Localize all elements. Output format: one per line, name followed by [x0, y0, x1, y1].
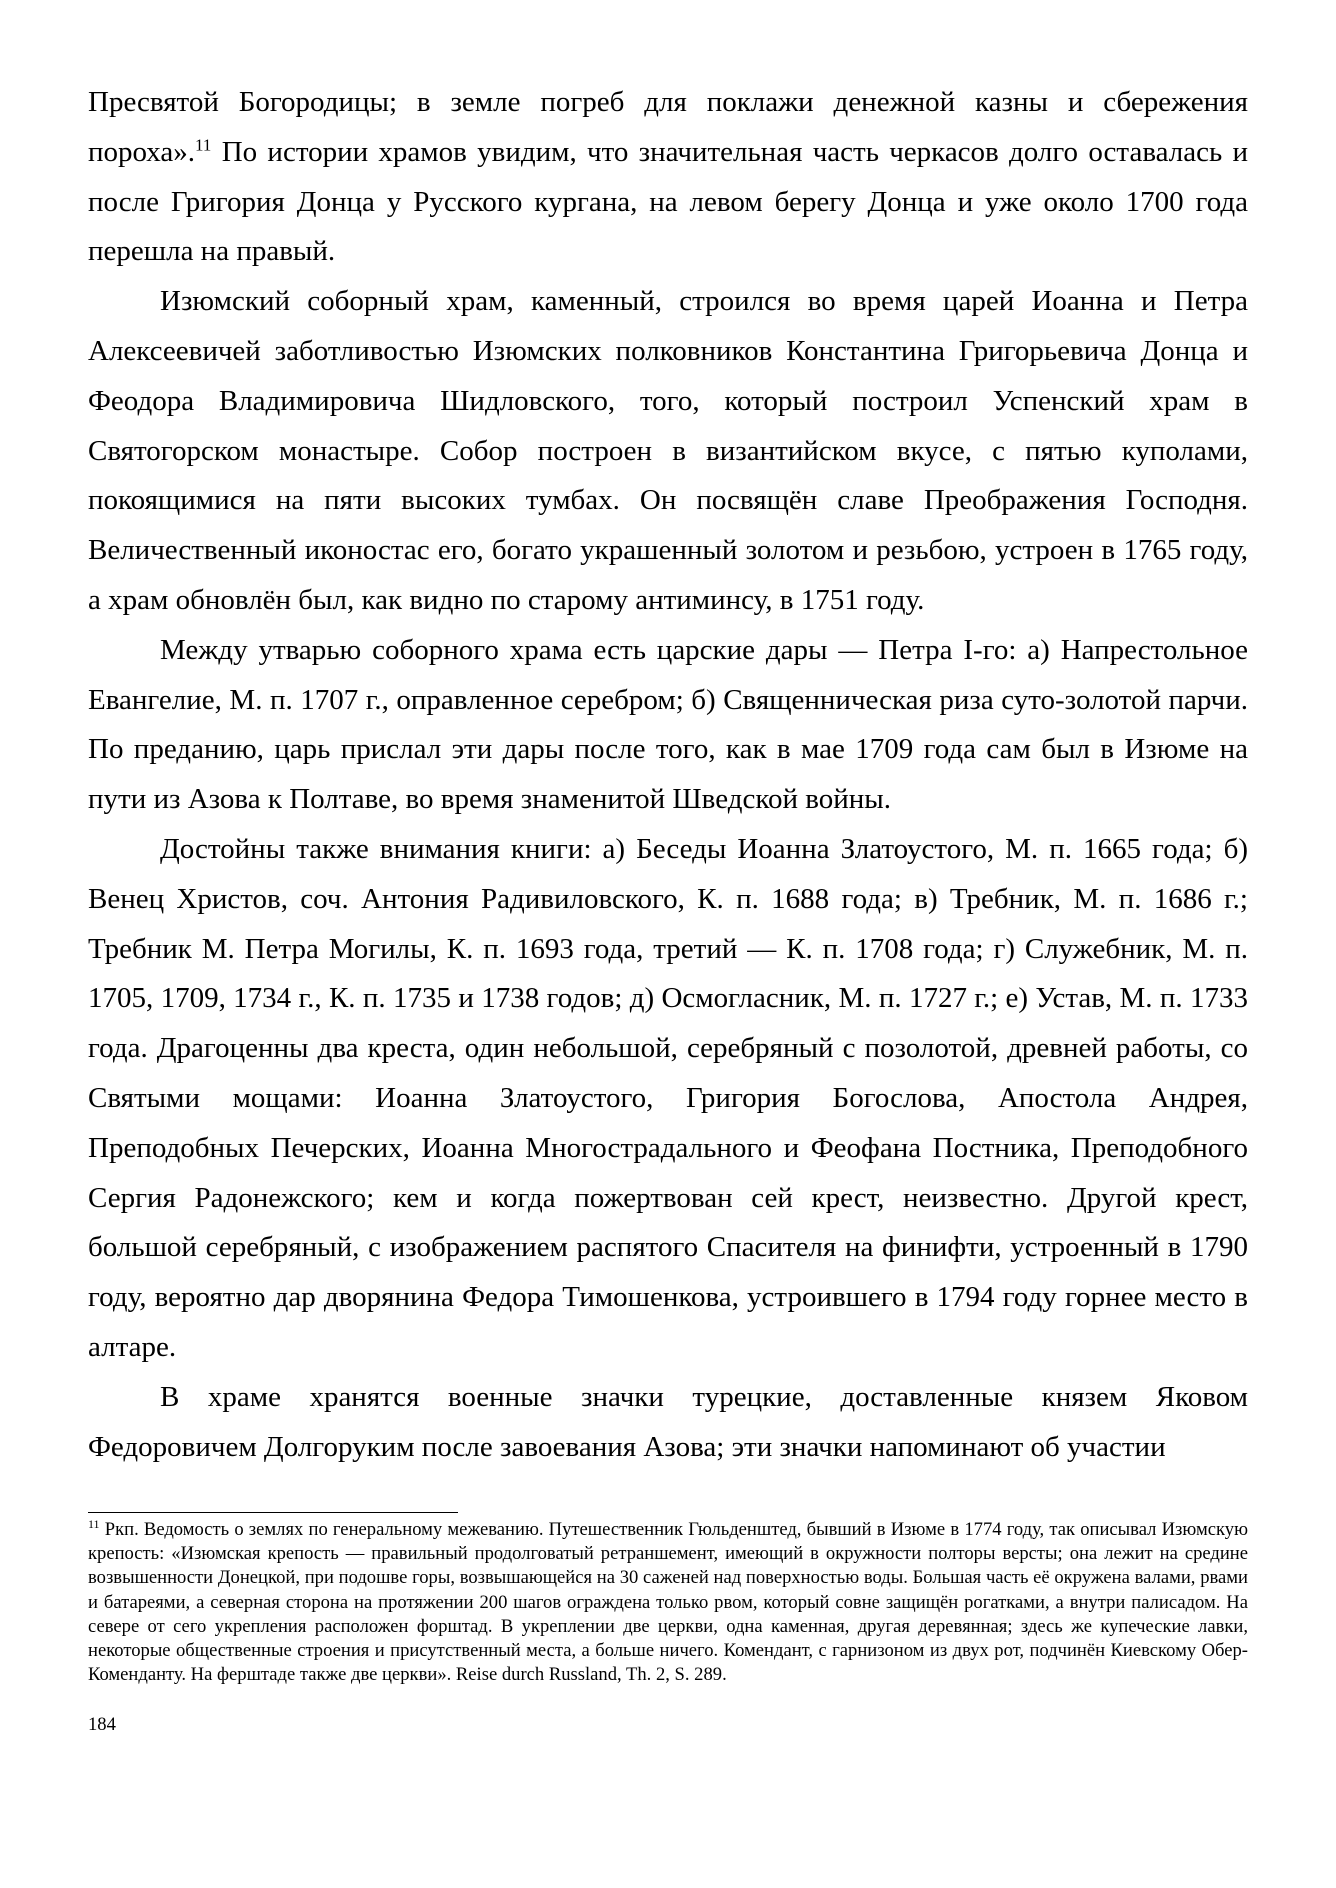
- paragraph-text: По истории храмов увидим, что значительная часть черкасов долго оставалась и после Григория Донца у Русского кургана, на левом берегу Донца и уже около 1700 года перешла на правый.: [88, 135, 1248, 268]
- main-text: [88, 78, 1248, 1472]
- paragraph: Изюмский соборный храм, каменный, строился во время царей Иоанна и Петра Алексеевичей заботливостью Изюмских полковников Константина Григорьевича Донца и Феодора Владимировича Шидловского, того, который построил Успенский храм в Святогорском монастыре. Собор построен в византийском вкусе, с пятью куполами, покоящимися на пяти высоких тумбах. Он посвящён славе Преображения Господня. Величественный иконостас его, богато украшенный золотом и резьбою, устроен в 1765 году, а храм обновлён был, как видно по старому антиминсу, в 1751 году.: [88, 285, 1248, 616]
- paragraph: Достойны также внимания книги: а) Беседы Иоанна Златоустого, М. п. 1665 года; б) Венец Христов, соч. Антония Радивиловского, К. п. 1688 года; в) Требник, М. п. 1686 г.; Требник М. Петра Могилы, К. п. 1693 года, третий — К. п. 1708 года; г) Служебник, М. п. 1705, 1709, 1734 г., К. п. 1735 и 1738 годов; д) Осмогласник, М. п. 1727 г.; е) Устав, М. п. 1733 года. Драгоценны два креста, один небольшой, серебряный с позолотой, древней работы, со Святыми мощами: Иоанна Златоустого, Григория Богослова, Апостола Андрея, Преподобных Печерских, Иоанна Многострадального и Феофана Постника, Преподобного Сергия Радонежского; кем и когда пожертвован сей крест, неизвестно. Другой крест, большой серебряный, с изображением распятого Спасителя на финифти, устроенный в 1790 году, вероятно дар дворянина Федора Тимошенкова, устроившего в 1794 году горнее место в алтаре.: [88, 832, 1248, 1363]
- footnote-mark: 11: [88, 1516, 100, 1531]
- footnote-reference[interactable]: 11: [195, 135, 212, 155]
- paragraph: В храме хранятся военные значки турецкие, доставленные князем Яковом Федоровичем Долгоруким после завоевания Азова; эти значки напоминают об участии: [88, 1380, 1248, 1463]
- paragraph: [88, 78, 1248, 277]
- paragraph-text: Пресвятой Богородицы; в земле погреб для поклажи денежной казны и сбережения пороха».: [88, 86, 1248, 168]
- page-number: 184: [88, 1714, 116, 1735]
- footnote-separator: [88, 1512, 458, 1513]
- paragraph: Между утварью соборного храма есть царские дары — Петра I-го: а) Напрестольное Евангелие, М. п. 1707 г., оправленное серебром; б) Священническая риза суто-золотой парчи. По преданию, царь прислал эти дары после того, как в мае 1709 года сам был в Изюме на пути из Азова к Полтаве, во время знаменитой Шведской войны.: [88, 633, 1248, 816]
- footnote-text: Ркп. Ведомость о землях по генеральному межеванию. Путешественник Гюльденштед, бывший в Изюме в 1774 году, так описывал Изюмскую крепость: «Изюмская крепость — правильный продолговатый ретраншемент, имеющий в окружности полторы версты; она лежит на средине возвышенности Донецкой, при подошве горы, возвышающейся на 30 саженей над поверхностью воды. Большая часть её окружена валами, рвами и батареями, а северная сторона на протяжении 200 шагов ограждена только рвом, который совне защищён рогатками, а внутри палисадом. На севере от сего укрепления расположен форштад. В укреплении две церкви, одна каменная, другая деревянная; здесь же купеческие лавки, некоторые общественные строения и присутственный места, а больше ничего. Комендант, с гарнизоном из двух рот, подчинён Киевскому Обер-Коменданту. На ферштаде также две церкви». Reise durch Russland, Th. 2, S. 289.: [88, 1519, 1248, 1686]
- footnote: [88, 1518, 1248, 1687]
